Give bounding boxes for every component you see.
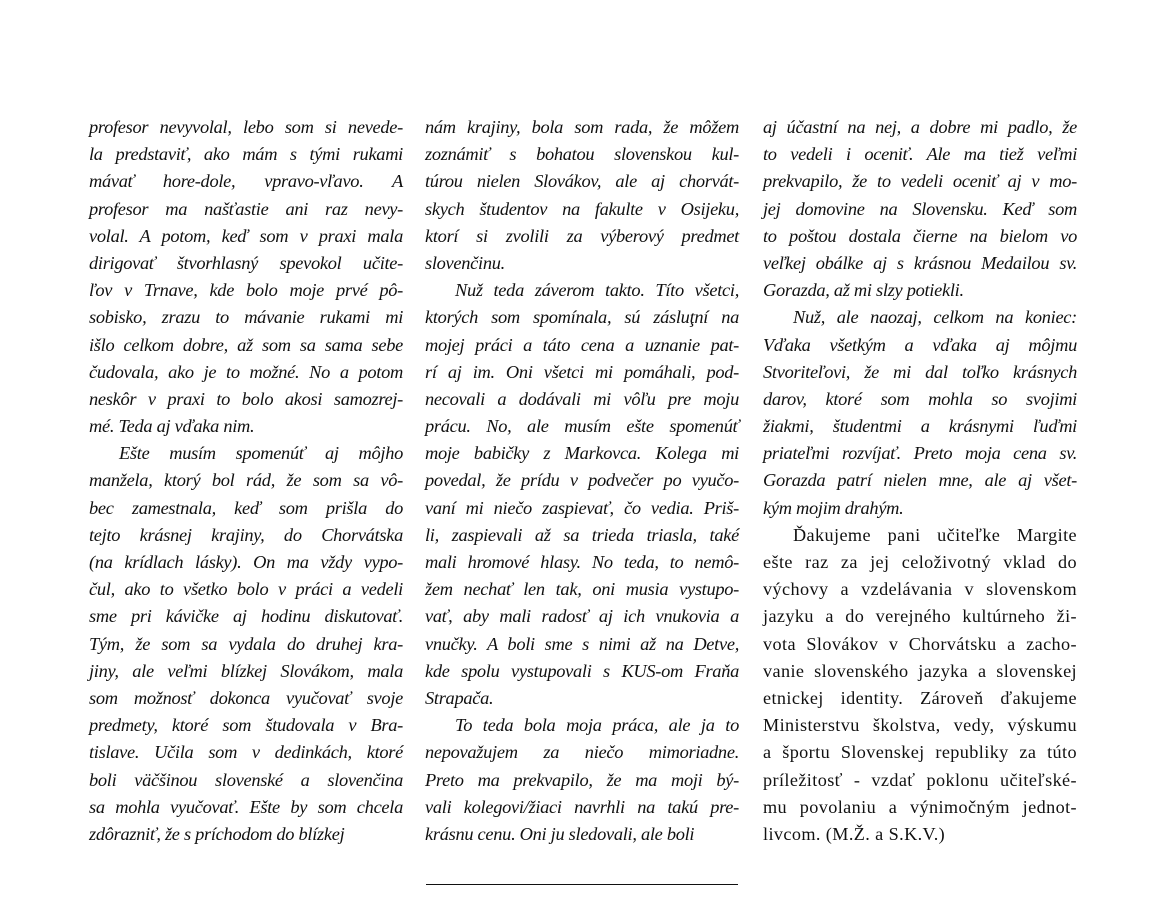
text-line: Tým, že som sa vydala do druhej kra-	[89, 633, 403, 654]
text-line: Strapača.	[425, 687, 494, 708]
text-line: to poštou dostala čierne na bielom vo	[763, 225, 1077, 246]
text-line: Ďakujeme pani učiteľke Margite	[793, 524, 1077, 545]
text-line: vaní mi niečo zaspievať, čo vedia. Priš-	[425, 497, 739, 518]
text-line: dirigovať štvorhlasný spevokol učite-	[89, 252, 403, 273]
text-line: etnickej identity. Zároveň ďakujeme	[763, 687, 1077, 708]
text-line: aj účastní na nej, a dobre mi padlo, že	[763, 117, 1077, 137]
text-line: jiny, ale veľmi blízkej Slovákom, mala	[89, 660, 403, 681]
text-line: rí aj im. Oni všetci mi pomáhali, pod-	[425, 361, 739, 382]
text-line: žiakmi, študentmi a krásnymi ľuďmi	[763, 416, 1077, 437]
text-line: mé. Teda aj vďaka nim.	[89, 416, 255, 437]
text-line: kým mojim drahým.	[763, 497, 904, 518]
text-line: sa mohla vyučovať. Ešte by som chcela	[89, 796, 403, 817]
text-line: veľkej obálke aj s krásnou Medailou sv.	[763, 252, 1077, 273]
text-line: neskôr v praxi to bolo akosi samozrej-	[89, 388, 403, 409]
text-line: tislave. Učila som v dedinkách, ktoré	[89, 742, 403, 763]
text-line: žem nechať len tak, oni musia vystupo-	[425, 579, 739, 600]
text-line: darov, ktoré som mohla so svojimi	[763, 388, 1077, 409]
text-line: Gorazda patrí nielen mne, ale aj všet-	[763, 470, 1077, 491]
text-line: to vedeli i oceniť. Ale ma tiež veľmi	[763, 144, 1077, 165]
text-line: túrou nielen Slovákov, ale aj chorvát-	[425, 171, 739, 192]
text-line: li, zaspievali až sa trieda triasla, také	[425, 524, 739, 545]
text-line: Stvoriteľovi, že mi dal toľko krásnych	[763, 361, 1077, 382]
text-line: vnučky. A boli sme s nimi až na Detve,	[425, 633, 739, 654]
text-line: tejto krásnej krajiny, do Chorvátska	[89, 524, 403, 545]
text-line: la predstaviť, ako mám s tými rukami	[89, 144, 403, 165]
text-line: Gorazda, až mi slzy potiekli.	[763, 280, 964, 301]
text-line: prácu. No, ale musím ešte spomenúť	[425, 416, 739, 437]
paragraph	[89, 114, 403, 440]
text-line: vali kolegovi/žiaci navrhli na takú pre-	[425, 796, 739, 817]
paragraph	[763, 304, 1077, 522]
text-line: prekvapilo, že to vedeli oceniť aj v mo-	[763, 171, 1077, 192]
text-line: necovali a dodávali mi vôľu pre moju	[425, 388, 739, 409]
text-column-left	[89, 114, 403, 848]
text-line: slovenčinu.	[425, 252, 505, 273]
text-line: nepovažujem za niečo mimoriadne.	[425, 742, 739, 763]
text-line: ktorých som spomínala, sú zásluţní na	[425, 307, 739, 328]
text-line: krásnu cenu. Oni ju sledovali, ale boli	[425, 823, 695, 844]
text-line: ešte raz za jej celoživotný vklad do	[763, 552, 1077, 572]
text-line: a športu Slovenskej republiky za túto	[763, 742, 1077, 763]
text-line: (na krídlach lásky). On ma vždy vypo-	[89, 552, 403, 572]
text-line: mu povolaniu a výnimočným jednot-	[763, 796, 1077, 817]
text-line: Ešte musím spomenúť aj môjho	[119, 443, 403, 464]
text-line: zdôrazniť, že s príchodom do blízkej	[89, 823, 345, 844]
text-line: profesor ma našťastie ani raz nevy-	[89, 198, 403, 219]
text-line: predmety, ktoré som študovala v Bra-	[89, 715, 403, 736]
text-line: čudovala, ako je to možné. No a potom	[89, 361, 403, 382]
text-line: sobisko, zrazu to mávanie rukami mi	[89, 307, 403, 328]
text-line: čul, ako to všetko bolo v práci a vedeli	[89, 579, 403, 600]
text-line: skych študentov na fakulte v Osijeku,	[425, 198, 739, 219]
text-line: mali hromové hlasy. No teda, to nemô-	[425, 552, 739, 572]
text-line: sme pri kávičke aj hodinu diskutovať.	[89, 606, 403, 627]
text-line: jazyku a do verejného kultúrneho ži-	[763, 606, 1077, 627]
text-line: bec zamestnala, keď som prišla do	[89, 497, 403, 518]
text-line: priateľmi rozvíjať. Preto moja cena sv.	[763, 443, 1077, 464]
text-line: volal. A potom, keď som v praxi mala	[89, 225, 403, 246]
text-line: mojej práci a táto cena a uznanie pat-	[425, 334, 739, 355]
text-line: vať, aby mali radosť aj ich vnukovia a	[425, 606, 739, 627]
text-column-middle	[425, 114, 739, 848]
text-line: jej domovine na Slovensku. Keď som	[763, 198, 1077, 219]
text-line: vanie slovenského jazyka a slovenskej	[763, 660, 1077, 681]
text-line: nám krajiny, bola som rada, že môžem	[425, 117, 739, 137]
text-line: som možnosť dokonca vyučovať svoje	[89, 687, 403, 708]
text-line: manžela, ktorý bol rád, že som sa vô-	[89, 470, 403, 491]
text-line: povedal, že prídu v podvečer po vyučo-	[425, 470, 739, 491]
paragraph	[763, 522, 1077, 848]
text-line: išlo celkom dobre, až som sa sama sebe	[89, 334, 403, 355]
paragraph	[763, 114, 1077, 304]
footer-rule	[426, 884, 738, 885]
text-line: vota Slovákov v Chorvátsku a zacho-	[763, 633, 1077, 654]
text-column-right	[763, 114, 1077, 848]
text-line: ľov v Trnave, kde bolo moje prvé pô-	[89, 280, 403, 301]
text-line: boli väčšinou slovenské a slovenčina	[89, 769, 403, 790]
text-line: livcom. (M.Ž. a S.K.V.)	[763, 823, 946, 844]
text-line: Vďaka všetkým a vďaka aj môjmu	[763, 334, 1077, 355]
text-line: Nuž, ale naozaj, celkom na koniec:	[793, 307, 1077, 328]
text-line: Nuž teda záverom takto. Títo všetci,	[455, 280, 739, 301]
text-line: profesor nevyvolal, lebo som si nevede-	[89, 117, 403, 137]
text-line: Preto ma prekvapilo, že ma moji bý-	[425, 769, 739, 790]
text-line: zoznámiť s bohatou slovenskou kul-	[425, 144, 739, 165]
text-line: kde spolu vystupovali s KUS-om Fraňa	[425, 660, 739, 681]
paragraph	[425, 277, 739, 712]
paragraph	[89, 440, 403, 848]
paragraph	[425, 114, 739, 277]
text-line: príležitosť - vzdať poklonu učiteľské-	[763, 769, 1077, 790]
text-line: moje babičky z Markovca. Kolega mi	[425, 443, 739, 464]
text-line: ktorí si zvolili za výberový predmet	[425, 225, 739, 246]
text-line: mávať hore-dole, vpravo-vľavo. A	[89, 171, 403, 192]
paragraph	[425, 712, 739, 848]
text-line: Ministerstvu školstva, vedy, výskumu	[763, 715, 1077, 736]
text-line: výchovy a vzdelávania v slovenskom	[763, 579, 1077, 600]
text-line: To teda bola moja práca, ale ja to	[455, 715, 739, 736]
